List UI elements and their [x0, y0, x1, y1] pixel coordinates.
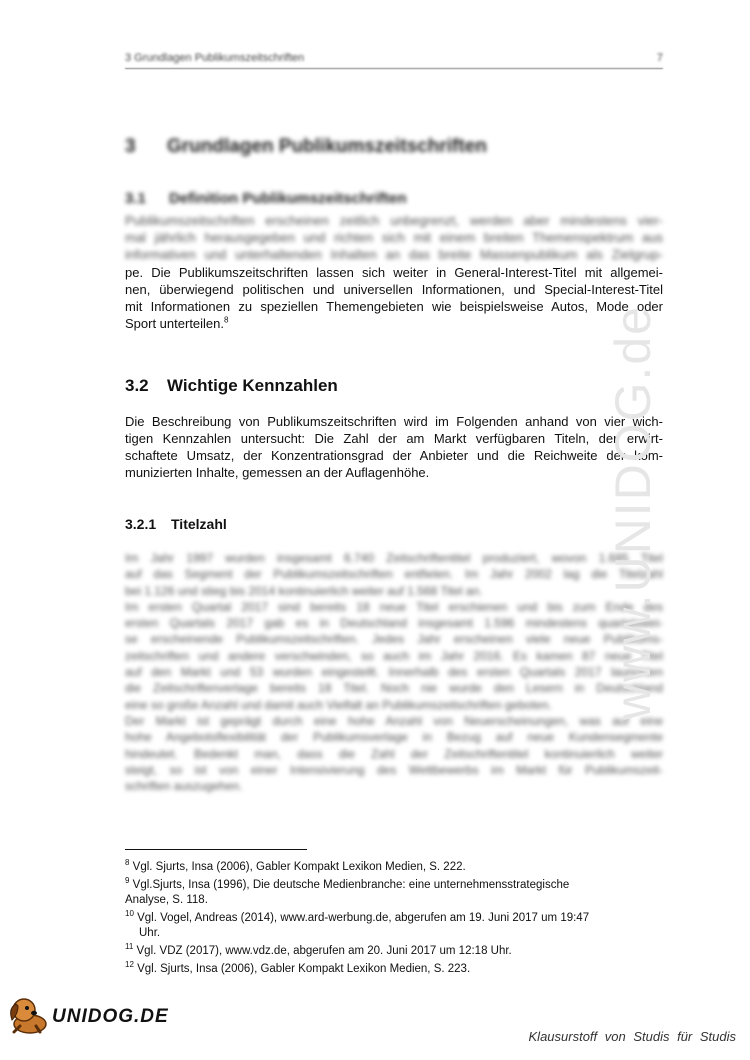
- text-line: pe. Die Publikumszeitschriften lassen sich weiter in General-Interest-Titel mit allgemei-: [125, 265, 663, 280]
- text-line: munizierten Inhalte, gemessen an der Auflagenhöhe.: [125, 465, 430, 480]
- text-line: die Zeitschriftenverlage bereits 18 Titel. Noch nie wurde den Lesern in Deutschland: [125, 681, 663, 696]
- footnote-8: [125, 860, 663, 875]
- text-line: auf das Segment der Publikumszeitschriften entfielen. Im Jahr 2002 lag die Titelzahl: [125, 567, 663, 582]
- footnote-9: [125, 878, 663, 908]
- text-line: auf den Markt und 53 wurden eingestellt. Innerhalb des ersten Quartals 2017 launchten: [125, 665, 663, 680]
- footnote-12: [125, 962, 663, 977]
- text-line: schaftete Umsatz, der Konzentrationsgrad der Anbieter und die Reichweite der kom-: [125, 448, 663, 463]
- section-3-2-number: 3.2: [125, 376, 149, 395]
- text-line: schriften auszugehen.: [125, 779, 243, 794]
- footnote-text-continued: Analyse, S. 118.: [125, 894, 208, 906]
- page-number: 7: [656, 52, 663, 64]
- section-3-1-number: 3.1: [125, 190, 146, 207]
- footnote-number: 12: [125, 960, 134, 970]
- watermark: www.UNIDOG.de: [605, 305, 661, 720]
- text-line: bei 1.126 und stieg bis 2014 kontinuierlich weiter auf 1.568 Titel an.: [125, 583, 483, 598]
- footnote-text: Vgl.Sjurts, Insa (1996), Die deutsche Medienbranche: eine unternehmensstrategische: [132, 879, 570, 891]
- text-line: eine so große Anzahl und damit auch Vielfalt an Publikumszeitschriften geboten.: [125, 697, 552, 712]
- text-line: steigt, so ist von einer Intensivierung des Wettbewerbs im Markt für Publikumszeit-: [125, 762, 663, 777]
- section-3-1-clear-text: [125, 264, 663, 332]
- text-line: mal jährlich herausgegeben und richten sich mit einem breiten Themenspektrum aus: [125, 230, 663, 245]
- section-3-1-heading: [125, 190, 407, 207]
- text-line: Der Markt ist geprägt durch eine hohe Anzahl von Neuerscheinungen, was auf eine: [125, 713, 663, 728]
- text-line: hindeutet. Bedenkt man, dass die Zahl der Zeitschriftentitel kontinuierlich weiter: [125, 746, 663, 761]
- footnote-number: 9: [125, 876, 130, 886]
- footnote-11: [125, 944, 663, 959]
- last-line-text: Sport unterteilen.: [125, 316, 225, 331]
- chapter-title: Grundlagen Publikumszeitschriften: [167, 136, 487, 157]
- footnote-separator: [125, 849, 307, 850]
- footnote-text: Vgl. Vogel, Andreas (2014), www.ard-werbung.de, abgerufen am 19. Juni 2017 um 19:47: [137, 912, 590, 924]
- footnote-number: 8: [125, 858, 130, 868]
- text-line: mit Informationen zu speziellen Themengebieten wie beispielsweise Autos, Mode oder: [125, 299, 663, 314]
- section-3-2-1-number: 3.2.1: [125, 516, 157, 532]
- footnote-text: Vgl. VDZ (2017), www.vdz.de, abgerufen am 20. Juni 2017 um 12:18 Uhr.: [136, 945, 512, 957]
- section-3-2-text: [125, 413, 663, 481]
- footnote-text: Vgl. Sjurts, Insa (2006), Gabler Kompakt Lexikon Medien, S. 222.: [132, 861, 466, 873]
- section-3-2-1-blurred-text: [125, 550, 663, 794]
- text-line: Im ersten Quartal 2017 sind bereits 18 neue Titel erschienen und bis zum Ende des: [125, 599, 663, 614]
- footnote-10: [125, 911, 663, 941]
- running-header-title: 3 Grundlagen Publikumszeitschriften: [125, 52, 305, 64]
- section-3-1-blurred-text: [125, 212, 663, 263]
- text-line: nen, überwiegend politischen und universellen Informationen, und Special-Interest-Titel: [125, 282, 663, 297]
- text-line: Publikumszeitschriften erscheinen zeitlich unbegrenzt, werden aber mindestens vier-: [125, 213, 663, 228]
- section-3-2-title: Wichtige Kennzahlen: [167, 376, 338, 395]
- text-line: Die Beschreibung von Publikumszeitschriften wird im Folgenden anhand von vier wich-: [125, 414, 663, 429]
- text-line: zeitschriften und andere verschwinden, so auch im Jahr 2016. Es kamen 87 neue Titel: [125, 648, 663, 663]
- chapter-number: 3: [125, 136, 136, 157]
- footnotes: [125, 860, 663, 980]
- logo-text[interactable]: UNIDOG.DE: [52, 1006, 169, 1027]
- text-line: ersten Quartals 2017 gab es in Deutschland insgesamt 1.596 mindestens quartalswei-: [125, 616, 663, 631]
- text-line: hohe Angebotsflexibilität der Publikumsverlage in Bezug auf neue Kundensegmente: [125, 730, 663, 745]
- footer-tagline: Klausurstoff von Studis für Studis: [528, 1029, 736, 1044]
- section-3-2-heading: [125, 376, 338, 396]
- footnote-text-continued: Uhr.: [139, 927, 161, 939]
- running-header: [125, 52, 663, 68]
- text-line: Im Jahr 1997 wurden insgesamt 6.740 Zeitschriftentitel produziert, wovon 1.685 Titel: [125, 551, 663, 565]
- text-line: se erscheinende Publikumszeitschriften. Jedes Jahr erscheinen viele neue Publikums-: [125, 632, 663, 647]
- text-line: informativen und unterhaltenden Inhalten an das breite Massenpublikum als Zielgrup-: [125, 247, 663, 262]
- section-3-2-1-title: Titelzahl: [171, 516, 227, 532]
- chapter-heading: [125, 136, 487, 158]
- header-rule: [125, 68, 663, 69]
- footnote-ref-8[interactable]: 8: [224, 315, 229, 325]
- section-3-2-1-heading: [125, 516, 227, 532]
- text-line: [125, 315, 663, 332]
- text-line: tigen Kennzahlen untersucht: Die Zahl der am Markt verfügbaren Titeln, der erwirt-: [125, 431, 663, 446]
- footnote-text: Vgl. Sjurts, Insa (2006), Gabler Kompakt Lexikon Medien, S. 223.: [137, 963, 471, 975]
- footnote-number: 11: [125, 942, 134, 952]
- section-3-1-title: Definition Publikumszeitschriften: [169, 190, 407, 207]
- footnote-number: 10: [125, 909, 134, 919]
